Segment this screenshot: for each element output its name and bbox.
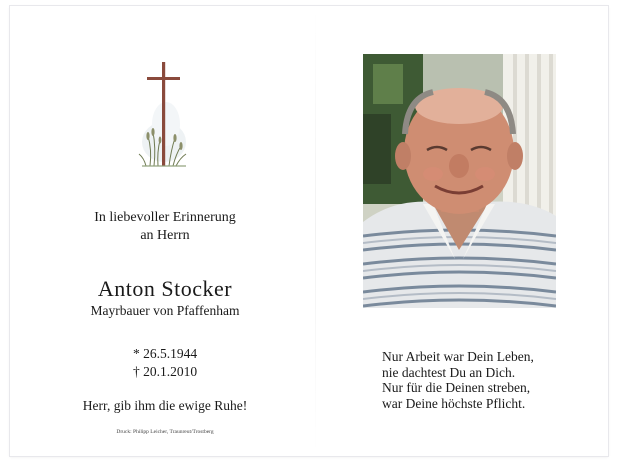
poem-line: war Deine höchste Pflicht. [382, 395, 526, 411]
prayer-text: Herr, gib ihm die ewige Ruhe! [82, 398, 248, 413]
life-dates [50, 345, 280, 381]
memorial-card [10, 6, 608, 456]
poem-line: nie dachtest Du an Dich. [382, 364, 516, 380]
card-fold-line [315, 6, 316, 456]
birth-date: * 26.5.1944 [132, 346, 198, 361]
cross-icon [136, 62, 192, 170]
poem-line: Nur für die Deinen streben, [382, 380, 531, 395]
printer-credit: Druck: Philipp Leicher, Traunreut/Trostberg [116, 429, 214, 435]
intro-text [50, 209, 280, 245]
poem [382, 349, 602, 411]
portrait-photo [363, 54, 556, 308]
deceased-subtitle: Mayrbauer von Pfaffenham [90, 303, 240, 318]
death-date: † 20.1.2010 [132, 364, 198, 379]
intro-line: an Herrn [140, 228, 190, 243]
deceased-name: Anton Stocker [97, 276, 233, 301]
poem-line: Nur Arbeit war Dein Leben, [382, 349, 534, 364]
intro-line: In liebevoller Erinnerung [94, 210, 236, 225]
